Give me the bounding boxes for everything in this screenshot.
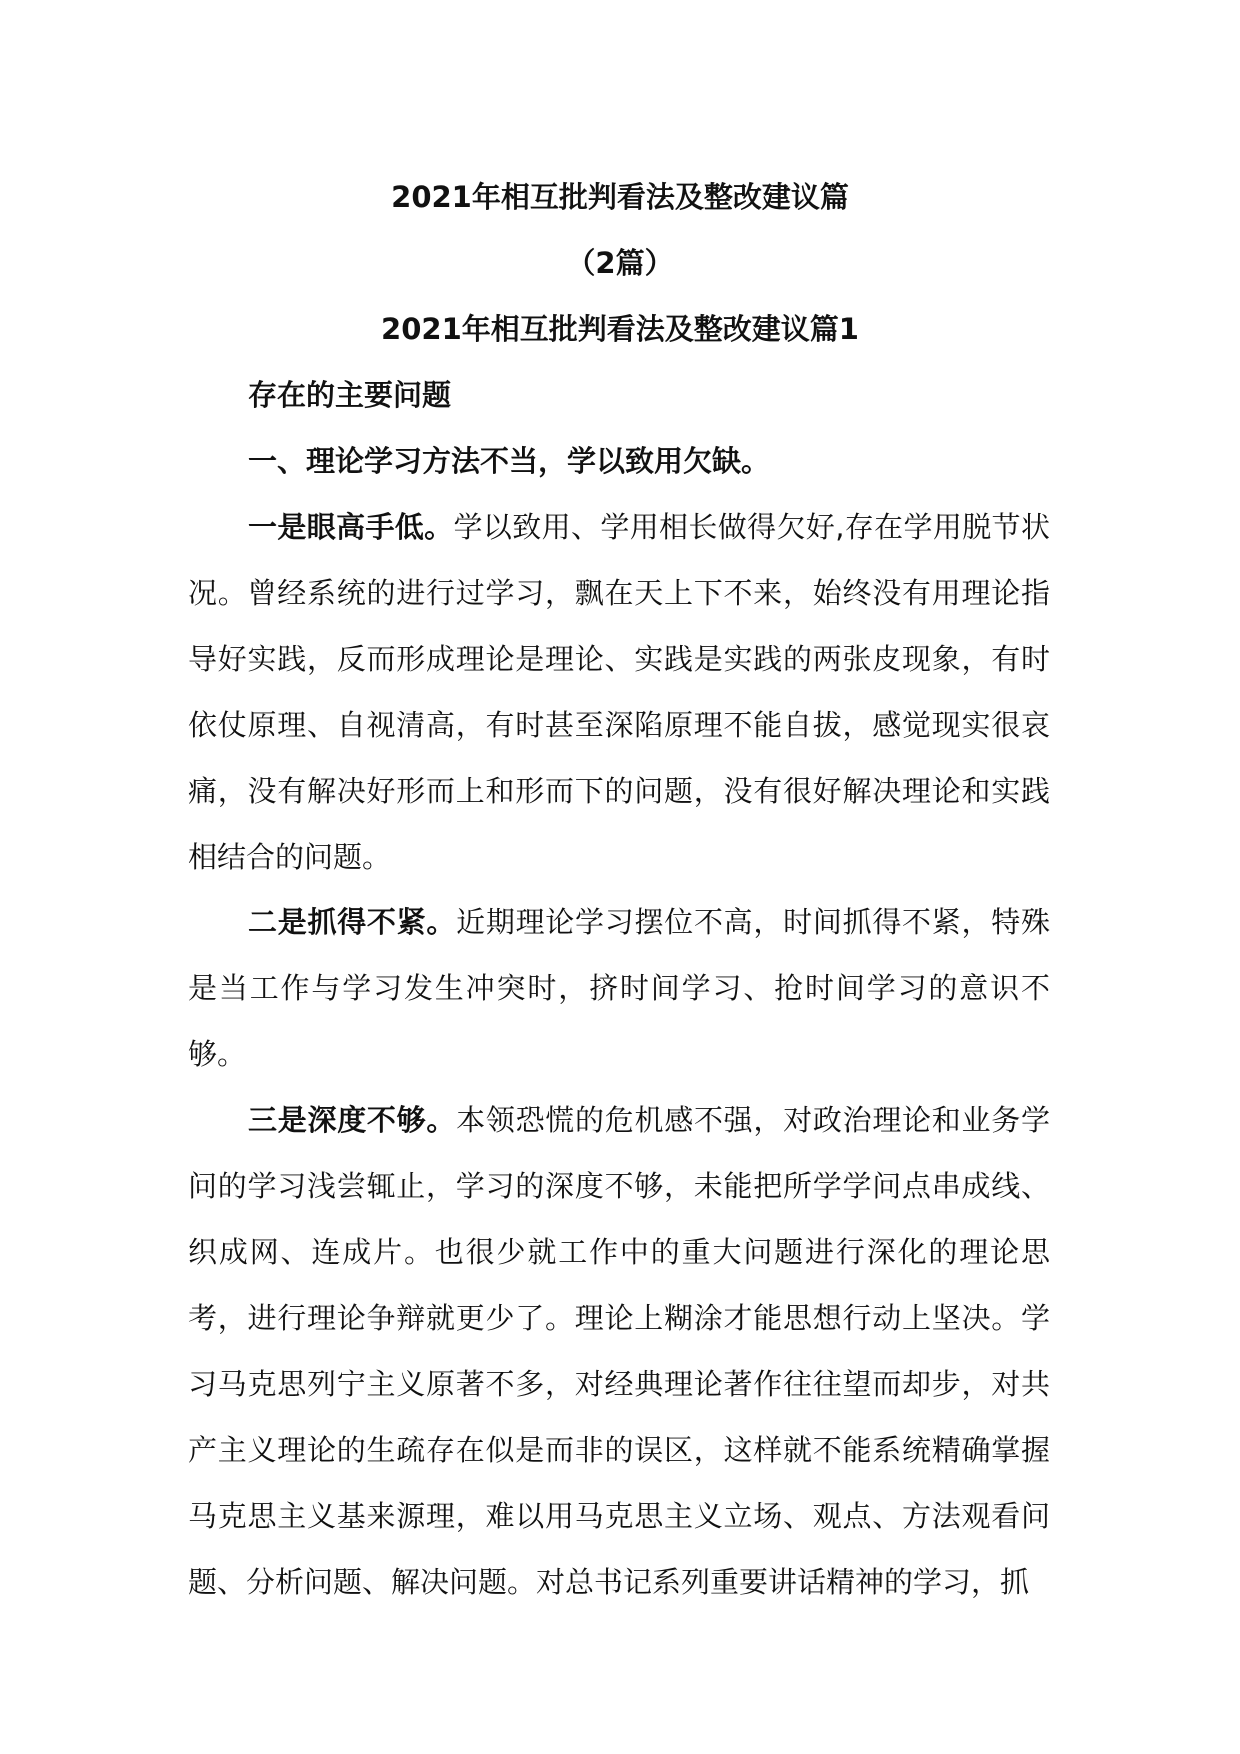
section-heading: 存在的主要问题	[248, 378, 452, 412]
paragraph-3-text: 本领恐慌的危机感不强，对政治理论和业务学问的学习浅尝辄止，学习的深度不够，未能把所学学问点串成线、织成网、连成片。也很少就工作中的重大问题进行深化的理论思考，进行理论争辩就更少了。理论上糊涂才能思想行动上坚决。学习马克思列宁主义原著不多，对经典理论著作往往望而却步，对共产主义理论的生疏存在似是而非的误区，这样就不能系统精确掌握马克思主义基来源理，难以用马克思主义立场、观点、方法观看问题、分析问题、解决问题。对总书记系列重要讲话精神的学习，抓	[188, 1103, 1050, 1599]
paragraph-2	[188, 889, 1050, 1087]
subsection-heading: 一、理论学习方法不当，学以致用欠缺。	[248, 444, 771, 478]
document-title: 2021年相互批判看法及整改建议篇	[391, 180, 849, 214]
document-subtitle: 2021年相互批判看法及整改建议篇1	[381, 312, 859, 346]
paragraph-2-text: 近期理论学习摆位不高，时间抓得不紧，特殊是当工作与学习发生冲突时，挤时间学习、抢时间学习的意识不够。	[188, 905, 1050, 1071]
paragraph-3-lead: 三是深度不够。	[248, 1103, 457, 1137]
paragraph-3	[188, 1087, 1050, 1615]
paragraph-1-lead: 一是眼高手低。	[248, 510, 454, 544]
paragraph-1-text: 学以致用、学用相长做得欠好,存在学用脱节状况。曾经系统的进行过学习，飘在天上下不来，始终没有用理论指导好实践，反而形成理论是理论、实践是实践的两张皮现象，有时依仗原理、自视清高，有时甚至深陷原理不能自拔，感觉现实很哀痛，没有解决好形而上和形而下的问题，没有很好解决理论和实践相结合的问题。	[188, 510, 1050, 874]
paragraph-1	[188, 494, 1050, 890]
document-title-count: （2篇）	[566, 246, 674, 280]
paragraph-2-lead: 二是抓得不紧。	[248, 905, 457, 939]
